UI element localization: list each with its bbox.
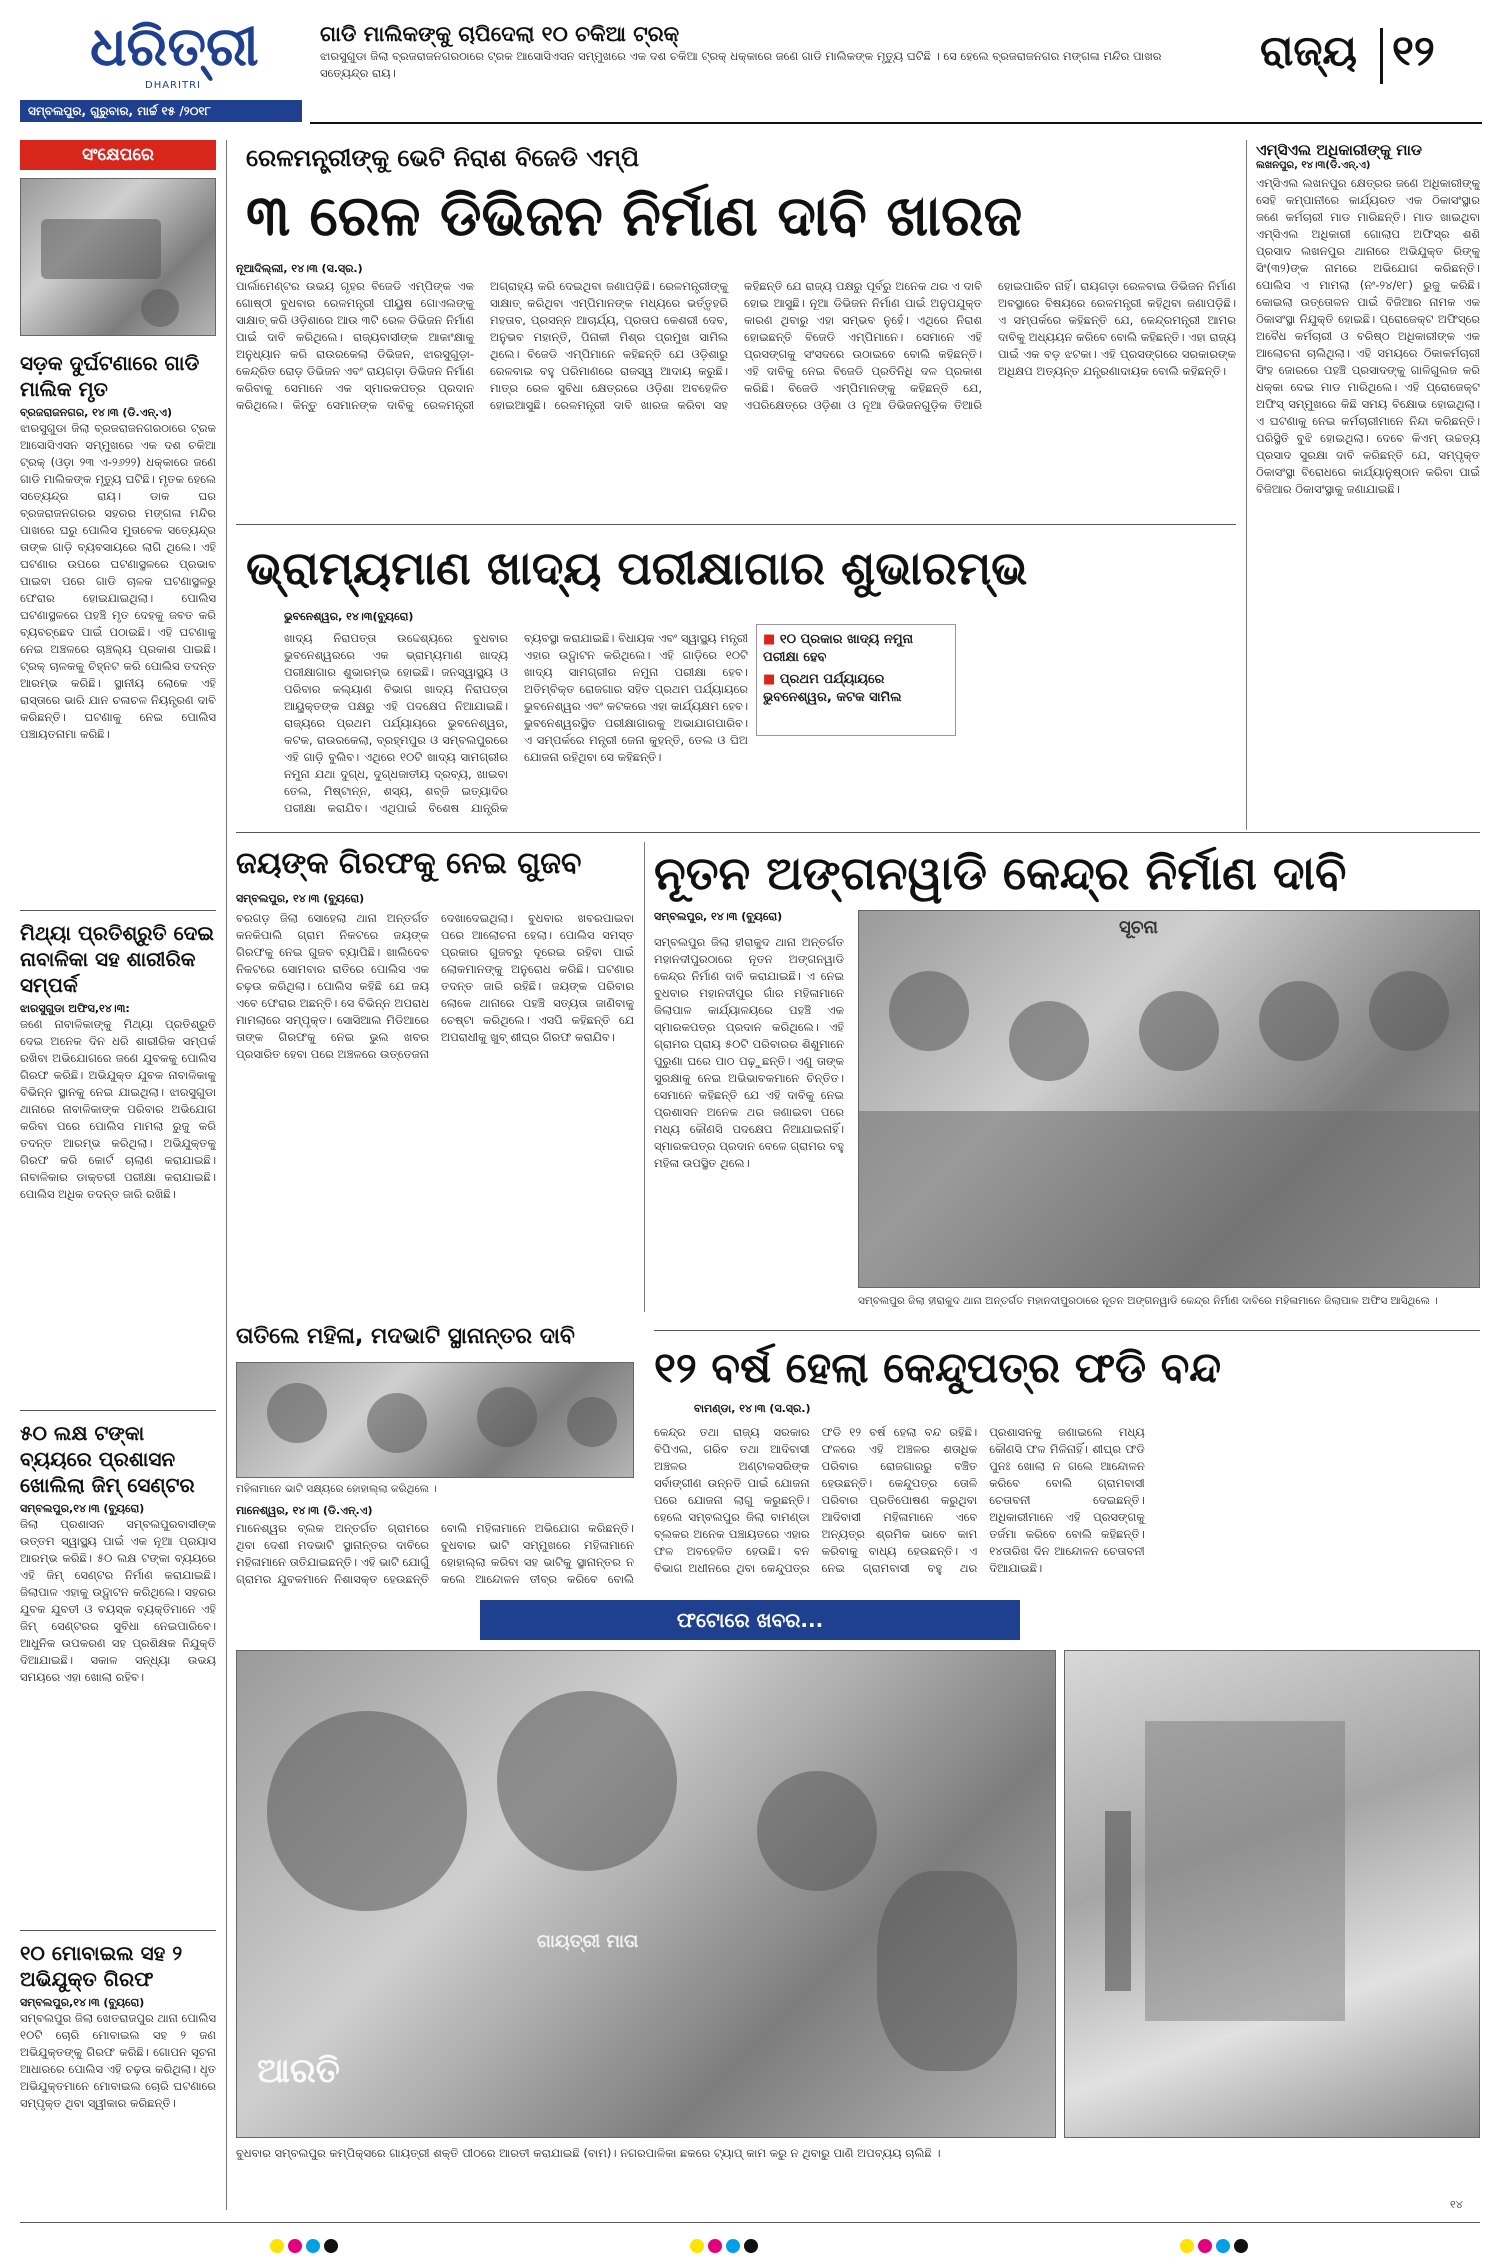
column-divider	[226, 140, 227, 2210]
bullet-icon: ■	[763, 632, 780, 647]
brief-divider	[20, 1410, 216, 1411]
briefs-column	[20, 140, 216, 2210]
right-story	[1256, 140, 1480, 830]
logo-sub: DHARITRI	[145, 80, 201, 91]
food-lab-story	[236, 532, 1236, 827]
section-rule	[236, 524, 1236, 525]
kendu-story	[654, 1338, 1480, 1588]
notice-sign: ସୂଚନା	[1119, 917, 1159, 938]
aarti-photo	[236, 1650, 1056, 2138]
lead-kicker: ରେଳମନ୍ତ୍ରୀଙ୍କୁ ଭେଟି ନିରାଶ ବିଜେଡି ଏମ୍‌ପି	[246, 144, 640, 172]
food-lab-box-item: ■ ୧୦ ପ୍ରକାର ଖାଦ୍ୟ ନମୁନା ପରୀକ୍ଷା ହେବ	[763, 632, 914, 665]
masthead	[20, 14, 1482, 126]
lead-body: ପାର୍ଲାମେଣ୍ଟର ଉଭୟ ଗୃହର ବିଜେଡି ଏମ୍‌ପିଙ୍କ ଏକ ଗୋଷ୍ଠୀ ବୁଧବାର ରେଳମନ୍ତ୍ରୀ ପୀୟୁଷ ଗୋଏଲଙ୍କୁ ସାକ୍ଷାତ୍ କରି ଓଡ଼ିଶାରେ ଆଉ ୩ଟି ରେଳ ଡିଭିଜନ ନିର୍ମାଣ ପାଇଁ ଦାବି କରିଥିଲେ। ରାଜ୍ୟବାସୀଙ୍କ ଆକାଂକ୍ଷାକୁ ଅନୁଧ୍ୟାନ କରି ରାଉରକେଲା ଡିଭିଜନ, ଝାରସୁଗୁଡ଼ା-କେନ୍ଦ୍ରିତ ରୋଡ଼ ଡିଭିଜନ ଏବଂ ରାୟଗଡ଼ା ଡିଭିଜନ ନିର୍ମାଣ କରିବାକୁ ସେମାନେ ଏକ ସ୍ମାରକପତ୍ର ପ୍ରଦାନ କରିଥିଲେ। କିନ୍ତୁ ସେମାନଙ୍କ ଦାବିକୁ ରେଳମନ୍ତ୍ରୀ ଅଗ୍ରାହ୍ୟ କରି ଦେଇଥିବା ଜଣାପଡ଼ିଛି। ରେଳମନ୍ତ୍ରୀଙ୍କୁ ସାକ୍ଷାତ୍ କରିଥିବା ଏମ୍‌ପିମାନଙ୍କ ମଧ୍ୟରେ ଭର୍ତ୍ତୃହରି ମହତାବ, ପ୍ରସନ୍ନ ଆଚାର୍ଯ୍ୟ, ପ୍ରତାପ କେଶରୀ ଦେବ, ଅନୁଭବ ମହାନ୍ତି, ପିନାକୀ ମିଶ୍ର ପ୍ରମୁଖ ସାମିଲ ଥିଲେ। ବିଜେଡି ଏମ୍‌ପିମାନେ କହିଛନ୍ତି ଯେ ଓଡ଼ିଶାରୁ ରେଳବାଇ ବହୁ ପରିମାଣରେ ରାଜସ୍ୱ ଆଦାୟ କରୁଛି। ମାତ୍ର ରେଳ ସୁବିଧା କ୍ଷେତ୍ରରେ ଓଡ଼ିଶା ଅବହେଳିତ ହୋଇଆସୁଛି। ରେଳମନ୍ତ୍ରୀ ଦାବି ଖାରଜ କରିବା ସହ କହିଛନ୍ତି ଯେ ରାଜ୍ୟ ପକ୍ଷରୁ ପୂର୍ବରୁ ଅନେକ ଥର ଏ ଦାବି ହୋଇ ଆସୁଛି। ନୂଆ ଡିଭିଜନ ନିର୍ମାଣ ପାଇଁ ଅନୁପଯୁକ୍ତ କାରଣ ଥିବାରୁ ଏହା ସମ୍ଭବ ନୁହେଁ। ଏଥିରେ ନିରାଶ ହୋଇଛନ୍ତି ବିଜେଡି ଏମ୍‌ପିମାନେ। ସେମାନେ ଏହି ପ୍ରସଙ୍ଗକୁ ସଂସଦରେ ଉଠାଇବେ ବୋଲି କହିଛନ୍ତି। ଏହି ଦାବିକୁ ନେଇ ବିଜେଡି ପ୍ରତିନିଧି ଦଳ ପ୍ରକାଶ କରିଛି। ବିଜେଡି ଏମ୍‌ପିମାନଙ୍କୁ କହିଛନ୍ତି ଯେ, ଏପରିକ୍ଷେତ୍ରେ ଓଡ଼ିଶା ଓ ନୂଆ ଡିଭିଜନଗୁଡ଼ିକ ତିଆରି ହୋଇପାରିବ ନାହିଁ। ରାୟଗଡ଼ା ରେଳବାଇ ଡିଭିଜନ ନିର୍ମାଣ ଅବସ୍ଥାରେ ବିଷୟରେ ରେଳମନ୍ତ୍ରୀ କହିଥିବା ଜଣାପଡ଼ିଛି। ଏ ସମ୍ପର୍କରେ କହିଛନ୍ତି ଯେ, କେନ୍ଦ୍ରମନ୍ତ୍ରୀ ଆମର ଦାବିକୁ ଅଧ୍ୟୟନ କରିବେ ବୋଲି କହିଛନ୍ତି। ଏହା ରାଜ୍ୟ ପାଇଁ ଏକ ବଡ଼ ଝଟକା। ଏହି ପ୍ରସଙ୍ଗରେ ସରକାରଙ୍କ ଅଧିକ୍ଷପ ଅତ୍ୟନ୍ତ ଯନ୍ତ୍ରଣାଦାୟକ ବୋଲି କହିଛନ୍ତି।	[236, 279, 1236, 412]
section-name: ରାଜ୍ୟ	[1260, 26, 1358, 75]
registration-mark	[744, 2239, 758, 2253]
top-story-blurb: ଝାରସୁଗୁଡା ଜିଲା ବ୍ରଜରାଜନଗରଠାରେ ଟ୍ରକ ଆସୋସିଏସନ ସମ୍ମୁଖରେ ଏକ ଦଶ ଚକିଆ ଟ୍ରକ୍ ଧକ୍କାରେ ଜଣେ ଗାଡି ମାଲିକଙ୍କ ମୃତ୍ୟୁ ଘଟିଛି । ସେ ହେଲେ ବ୍ରଜରାଜନଗର ମଙ୍ଗଳା ମନ୍ଦିର ପାଖର ସତ୍ୟେନ୍ଦ୍ର ରାୟ।	[320, 49, 1162, 80]
right-story-dateline: ଲଖନପୁର, ୧୪।୩(ଡି.ଏନ୍.ଏ)	[1256, 160, 1371, 171]
food-lab-dateline: ଭୁବନେଶ୍ୱର, ୧୪।୩(ବ୍ୟୁରୋ)	[284, 610, 414, 623]
tatile-dateline: ମାନେଶ୍ୱର, ୧୪।୩ (ଡି.ଏନ୍.ଏ)	[236, 1504, 373, 1517]
water-tap-photo	[1064, 1650, 1480, 2138]
registration-mark	[1216, 2239, 1230, 2253]
section-rule	[654, 1330, 1480, 1331]
jayank-headline: ଜୟଙ୍କ ଗିରଫକୁ ନେଇ ଗୁଜବ	[236, 846, 582, 881]
anganwadi-dateline: ସମ୍ବଲପୁର, ୧୪।୩ (ବ୍ୟୁରୋ)	[654, 910, 783, 923]
column-divider	[644, 842, 645, 1312]
registration-mark	[1234, 2239, 1248, 2253]
column-divider	[1246, 140, 1247, 830]
bullet-icon: ■	[763, 672, 780, 687]
right-story-body: ଏମ୍‌ସିଏଲ ଲଖନପୁର କ୍ଷେତ୍ରର ଜଣେ ଅଧିକାରୀଙ୍କୁ ସେହି କମ୍ପାନୀରେ କାର୍ଯ୍ୟରତ ଏକ ଠିକାସଂସ୍ଥାର ଜଣେ କର୍ମଚାରୀ ମାଡ ମାରିଛନ୍ତି। ମାଡ ଖାଇଥିବା ଏମ୍‌ସିଏଲ ଅଧିକାରୀ ଗୋଲାପ ଅଫିସ୍‌ର ଶଶି ପ୍ରସାଦ ଲଖନପୁର ଥାନାରେ ଅଭିଯୁକ୍ତ ରିଙ୍କୁ ସିଂ(୩୨)ଙ୍କ ନାମରେ ଅଭିଯୋଗ କରିଛନ୍ତି। ପୋଲିସ ଏ ମାମଲା (ନଂ-୨୪/୧୮) ରୁଜୁ କରିଛି। କୋଇଲା ଉତ୍ତୋଳନ ପାଇଁ ବିଜିଆର ନାମକ ଏକ ଠିକାସଂସ୍ଥା ନିଯୁକ୍ତି ହୋଇଛି। ପ୍ରୋଜେକ୍ଟ ଅଫିସ୍‌ରେ ଅବୈଧ କର୍ମଚାରୀ ଓ ବରିଷ୍ଠ ଅଧିକାରୀଙ୍କ ଏକ ଆଲୋଚନା ଚାଲିଥିଲା। ଏହି ସମୟରେ ଠିକାକର୍ମଚାରୀ ସିଂହ ଜୋରରେ ପହଞ୍ଚି ପ୍ରସାଦଙ୍କୁ ଗାଳିଗୁଲଜ କରି ଧକ୍କା ଦେଇ ମାଡ ମାରିଥିଲେ। ଏହି ପ୍ରୋଜେକ୍ଟ ଅଫିସ୍ ସମ୍ମୁଖରେ କିଛି ସମୟ ବିକ୍ଷୋଭ ହୋଇଥିଲା। ଏ ଘଟଣାକୁ ନେଇ କର୍ମଚାରୀମାନେ ନିନ୍ଦା କରିଛନ୍ତି। ପରିସ୍ଥିତି ବୁଝି ହୋଇଥିଲା। ଦେବେ କିଏମ୍ ଉଚ୍ଚତ୍ୟ ପ୍ରସାଦ ସୁରକ୍ଷା ଦାବି କରିଛନ୍ତି ଯେ, ସମ୍ପୃକ୍ତ ଠିକାସଂସ୍ଥା ବିରୋଧରେ କାର୍ଯ୍ୟାନୁଷ୍ଠାନ କରିବା ପାଇଁ ବିଜିଆର ଠିକାସଂସ୍ଥାକୁ ଜଣାଯାଇଛି।	[1256, 176, 1480, 496]
top-story-headline: ଗାଡି ମାଲିକଙ୍କୁ ଚାପିଦେଲା ୧୦ ଚକିଆ ଟ୍ରକ୍	[320, 22, 680, 46]
brief-divider	[20, 1930, 216, 1931]
tatile-body: ମାନେଶ୍ୱର ବ୍ଲକ ଅନ୍ତର୍ଗତ ଗ୍ରାମରେ ଥିବା ଦେଶୀ ମଦଭାଟି ସ୍ଥାନାନ୍ତର ଦାବିରେ ମହିଳାମାନେ ତାତିଯାଇଛନ୍ତି। ଏହି ଭାଟି ଯୋଗୁଁ ଗ୍ରାମର ଯୁବକମାନେ ନିଶାସକ୍ତ ହେଉଛନ୍ତି ବୋଲି ମହିଳାମାନେ ଅଭିଯୋଗ କରିଛନ୍ତି। ବୁଧବାର ଭାଟି ସମ୍ମୁଖରେ ମହିଳାମାନେ ହୋହାଲ୍ଲା କରିବା ସହ ଭାଟିକୁ ସ୍ଥାନାନ୍ତର ନ କଲେ ଆନ୍ଦୋଳନ ତୀବ୍ର କରିବେ ବୋଲି	[236, 1521, 634, 1586]
photo-news-caption: ବୁଧବାର ସମ୍ବଲପୁର କମ୍ପିକ୍ସରେ ଗାୟତ୍ରୀ ଶକ୍ତି ପୀଠରେ ଆରତୀ କରାଯାଇଛି (ବାମ)। ନଗରପାଳିକା ଛକରେ ଟ୍ୟାପ୍ କାମ କରୁ ନ ଥିବାରୁ ପାଣି ଅପବ୍ୟୟ ଚାଲିଛି ।	[236, 2146, 941, 2160]
photo-news-label: ଫଟୋରେ ଖବର...	[480, 1600, 1020, 1640]
section-divider	[1380, 28, 1383, 84]
food-lab-box-item: ■ ପ୍ରଥମ ପର୍ଯ୍ୟାୟରେ ଭୁବନେଶ୍ୱର, କଟକ ସାମିଲ	[763, 672, 902, 705]
brief-item	[20, 1420, 216, 1920]
page-code: ୧୪	[1450, 2198, 1463, 2211]
registration-mark	[726, 2239, 740, 2253]
registration-marks	[0, 2236, 1500, 2256]
registration-mark	[270, 2239, 284, 2253]
kendu-dateline: ବାମଣ୍ଡା, ୧୪।୩ (ସ.ସ୍ର.)	[694, 1402, 811, 1415]
anganwadi-body: ସମ୍ବଲପୁର ଜିଲା ହୀରାକୁଦ ଥାନା ଅନ୍ତର୍ଗତ ମହାନଦୀପୁରଠାରେ ନୂତନ ଅଙ୍ଗନୱାଡି କେନ୍ଦ୍ର ନିର୍ମାଣ ଦାବି କରାଯାଇଛି। ଏ ନେଇ ବୁଧବାର ମହାନଦୀପୁର ଗାଁର ମହିଳାମାନେ ଜିଲାପାଳ କାର୍ଯ୍ୟାଳୟରେ ପହଞ୍ଚି ଏକ ସ୍ମାରକପତ୍ର ପ୍ରଦାନ କରିଥିଲେ। ଏହି ଗ୍ରାମର ପ୍ରାୟ ୫୦ଟି ପରିବାରର ଶିଶୁମାନେ ପୁରୁଣା ଘରେ ପାଠ ପଢ଼ୁଛନ୍ତି। ଏଣୁ ତାଙ୍କ ସୁରକ୍ଷାକୁ ନେଇ ଅଭିଭାବକମାନେ ଚିନ୍ତିତ। ସେମାନେ କହିଛନ୍ତି ଯେ ଏହି ଦାବିକୁ ନେଇ ପ୍ରଶାସନ ଅନେକ ଥର ଜଣାଇବା ପରେ ମଧ୍ୟ କୌଣସି ପଦକ୍ଷେପ ନିଆଯାଇନାହିଁ। ସ୍ମାରକପତ୍ର ପ୍ରଦାନ ବେଳେ ଗ୍ରାମର ବହୁ ମହିଳା ଉପସ୍ଥିତ ଥିଲେ।	[654, 935, 844, 1170]
registration-mark	[288, 2239, 302, 2253]
lead-dateline: ନୂଆଦିଲ୍ଲୀ, ୧୪।୩ (ସ.ସ୍ର.)	[236, 262, 363, 275]
brief-title: ମିଥ୍ୟା ପ୍ରତିଶ୍ରୁତି ଦେଇ ନାବାଳିକା ସହ ଶାରୀରିକ ସମ୍ପର୍କ	[20, 921, 215, 997]
brief-dateline: ବ୍ରଜରାଜନଗର, ୧୪।୩ (ଡି.ଏନ୍.ଏ)	[20, 406, 172, 419]
registration-mark	[306, 2239, 320, 2253]
registration-mark	[1198, 2239, 1212, 2253]
brief-title: ୧୦ ମୋବାଇଲ ସହ ୨ ଅଭିଯୁକ୍ତ ଗିରଫ	[20, 1941, 183, 1991]
brief-item	[20, 920, 216, 1400]
kendu-body: କେନ୍ଦ୍ର ତଥା ରାଜ୍ୟ ସରକାର ବିପିଏଲ, ଗରିବ ତଥା ଆଦିବାସୀ ଅଞ୍ଚଳର ଅଣ୍ଟାଳସରିଙ୍କ ସର୍ବାଙ୍ଗୀଣ ଉନ୍ନତି ପାଇଁ ଯୋଜନା ପରେ ଯୋଜନା ଲାଗୁ କରୁଛନ୍ତି। ହେଲେ ସମ୍ବଲପୁର ଜିଲା ବାମଣ୍ଡା ବ୍ଲକର ଅନେକ ପଞ୍ଚାୟତରେ ଏହାର ଫଳ ଅବହେଳିତ ହେଉଛି। ବନ ବିଭାଗ ଅଧୀନରେ ଥିବା କେନ୍ଦୁପତ୍ର ଫଡି ୧୨ ବର୍ଷ ହେଲା ବନ୍ଦ ରହିଛି। ଫଳରେ ଏହି ଅଞ୍ଚଳର ଶତାଧିକ ପରିବାର ରୋଜଗାରରୁ ବଞ୍ଚିତ ହେଉଛନ୍ତି। କେନ୍ଦୁପତ୍ର ତୋଳି ପରିବାର ପ୍ରତିପୋଷଣ କରୁଥିବା ଆଦିବାସୀ ମହିଳାମାନେ ଏବେ ଅନ୍ୟତ୍ର ଶ୍ରମିକ ଭାବେ କାମ କରିବାକୁ ବାଧ୍ୟ ହେଉଛନ୍ତି। ଏ ନେଇ ଗ୍ରାମବାସୀ ବହୁ ଥର ପ୍ରଶାସନକୁ ଜଣାଇଲେ ମଧ୍ୟ କୌଣସି ଫଳ ମିଳିନାହିଁ। ଶୀଘ୍ର ଫଡି ପୁନଃ ଖୋଲା ନ ଗଲେ ଆନ୍ଦୋଳନ କରିବେ ବୋଲି ଗ୍ରାମବାସୀ ଚେତାବନୀ ଦେଇଛନ୍ତି। ଅଧିକାରୀମାନେ ଏହି ପ୍ରସଙ୍ଗକୁ ତର୍ଜମା କରିବେ ବୋଲି କହିଛନ୍ତି। ୧୪ତାରିଖ ଦିନ ଆନ୍ଦୋଳନ ଚେତାବନୀ ଦିଆଯାଇଛି।	[654, 1425, 1145, 1575]
anganwadi-headline: ନୂତନ ଅଙ୍ଗନୱାଡି କେନ୍ଦ୍ର ନିର୍ମାଣ ଦାବି	[654, 846, 1347, 900]
section-rule	[236, 832, 1480, 833]
aarti-photo-text2: ଆରତି	[257, 2051, 340, 2091]
lead-story	[236, 140, 1236, 520]
top-story	[320, 20, 1200, 100]
brief-item	[20, 1940, 216, 2210]
anganwadi-photo	[858, 910, 1480, 1288]
brief-divider	[20, 910, 216, 911]
right-story-headline: ଏମ୍‌ସିଏଲ ଅଧିକାରୀଙ୍କୁ ମାଡ	[1256, 141, 1422, 159]
masthead-logo	[20, 14, 280, 98]
section-block	[1220, 18, 1482, 102]
page-number: ୧୨	[1392, 26, 1435, 75]
brief-title: ସଡ଼କ ଦୁର୍ଘଟଣାରେ ଗାଡି ମାଲିକ ମୃତ	[20, 351, 200, 401]
kendu-headline: ୧୨ ବର୍ଷ ହେଲା କେନ୍ଦୁପତ୍ର ଫଡି ବନ୍ଦ	[654, 1343, 1222, 1392]
brief-dateline: ସମ୍ବଲପୁର,୧୪।୩ (ବ୍ୟୁରୋ)	[20, 1996, 145, 2009]
aarti-photo-text: ଗାୟତ୍ରୀ ମାତା	[537, 1931, 639, 1952]
anganwadi-story	[654, 842, 1480, 1322]
brief-dateline: ଝାରସୁଗୁଡା ଅଫିସ,୧୪।୩:	[20, 1002, 130, 1015]
registration-mark	[690, 2239, 704, 2253]
brief-body: ସମ୍ବଲପୁର ଜିଲା ଖେତରାଜପୁର ଥାନା ପୋଲିସ ୧୦ଟି ଚୋରି ମୋବାଇଲ ସହ ୨ ଜଣ ଅଭିଯୁକ୍ତଙ୍କୁ ଗିରଫ କରିଛି। ଗୋପନ ସୂଚନା ଆଧାରରେ ପୋଲିସ ଏହି ଚଢ଼ଉ କରିଥିଲା। ଧୃତ ଅଭିଯୁକ୍ତମାନେ ମୋବାଇଲ ଚୋରି ଘଟଣାରେ ସମ୍ପୃକ୍ତ ଥିବା ସ୍ୱୀକାର କରିଛନ୍ତି।	[20, 2011, 216, 2110]
footer-rule	[20, 2222, 1480, 2223]
masthead-dateline: ସମ୍ବଲପୁର, ଗୁରୁବାର, ମାର୍ଚ୍ଚ ୧୫ /୨୦୧୮	[20, 100, 302, 122]
tatile-story	[236, 1320, 634, 1590]
registration-mark	[1180, 2239, 1194, 2253]
tatile-headline: ତାତିଲେ ମହିଳା, ମଦଭାଟି ସ୍ଥାନାନ୍ତର ଦାବି	[236, 1324, 575, 1349]
jayank-dateline: ସମ୍ବଲପୁର, ୧୪।୩ (ବ୍ୟୁରୋ)	[236, 892, 365, 905]
jayank-body: ବରଗଡ଼ ଜିଲା ସୋହେଲା ଥାନା ଅନ୍ତର୍ଗତ କନକିପାଲି ଗ୍ରାମ ନିକଟରେ ଜୟଙ୍କ ଗିରଫକୁ ନେଇ ଗୁଜବ ବ୍ୟାପିଛି। ଖାଲିଦେବ ନିକଟରେ ସୋମବାର ରାତିରେ ପୋଲିସ ଏକ ଚଢ଼ଉ କରିଥିଲା। ପୋଲିସ କହିଛି ଯେ ଜୟ ଏବେ ଫେରାର ଅଛନ୍ତି। ସେ ବିଭିନ୍ନ ଅପରାଧ ମାମଲାରେ ସମ୍ପୃକ୍ତ। ସୋସିଆଲ ମିଡିଆରେ ତାଙ୍କ ଗିରଫକୁ ନେଇ ଭୁଲ ଖବର ପ୍ରସାରିତ ହେବା ପରେ ଅଞ୍ଚଳରେ ଉତ୍ତେଜନା ଦେଖାଦେଇଥିଲା। ବୁଧବାର ଖବରପାଇବା ପରେ ଆଲୋଚନା ହେଲା। ପୋଲିସ ସମସ୍ତ ପ୍ରକାର ଗୁଜବରୁ ଦୂରେଇ ରହିବା ପାଇଁ ଲୋକମାନଙ୍କୁ ଅନୁରୋଧ କରିଛି। ଘଟଣାର ତଦନ୍ତ ଜାରି ରହିଛି। ଜୟଙ୍କ ପରିବାର ଲୋକେ ଥାନାରେ ପହଞ୍ଚି ସତ୍ୟତା ଜାଣିବାକୁ ଚେଷ୍ଟା କରିଥିଲେ। ଏସପି କହିଛନ୍ତି ଯେ ଅପରାଧୀକୁ ଖୁବ୍ ଶୀଘ୍ର ଗିରଫ କରାଯିବ।	[236, 911, 634, 1061]
lead-headline: ୩ ରେଳ ଡିଭିଜନ ନିର୍ମାଣ ଦାବି ଖାରଜ	[246, 184, 1023, 249]
food-lab-body: ଖାଦ୍ୟ ନିରାପତ୍ତା ଉଦ୍ଦେଶ୍ୟରେ ବୁଧବାର ଭୁବନେଶ୍ୱରରେ ଏକ ଭ୍ରାମ୍ୟମାଣ ଖାଦ୍ୟ ପରୀକ୍ଷାଗାର ଶୁଭାରମ୍ଭ ହୋଇଛି। ଜନସ୍ୱାସ୍ଥ୍ୟ ଓ ପରିବାର କଲ୍ୟାଣ ବିଭାଗ ଖାଦ୍ୟ ନିରାପତ୍ତା ଆୟୁକ୍ତଙ୍କ ପକ୍ଷରୁ ଏହି ପଦକ୍ଷେପ ନିଆଯାଇଛି। ରାଜ୍ୟରେ ପ୍ରଥମ ପର୍ଯ୍ୟାୟରେ ଭୁବନେଶ୍ୱର, କଟକ, ରାଉରକେଲା, ବ୍ରହ୍ମପୁର ଓ ସମ୍ବଲପୁରରେ ଏହି ଗାଡ଼ି ବୁଲିବ। ଏଥିରେ ୧୦ଟି ଖାଦ୍ୟ ସାମଗ୍ରୀର ନମୁନା ଯଥା ଦୁଗ୍ଧ, ଦୁଗ୍ଧଜାତୀୟ ଦ୍ରବ୍ୟ, ଖାଇବା ତେଲ, ମିଷ୍ଟାନ୍ନ, ଶସ୍ୟ, ଶବ୍ଜି ଇତ୍ୟାଦିର ପରୀକ୍ଷା କରାଯିବ। ଏଥିପାଇଁ ବିଶେଷ ଯାନ୍ତ୍ରିକ ବ୍ୟବସ୍ଥା କରାଯାଇଛି। ବିଧାୟକ ଏବଂ ସ୍ୱାସ୍ଥ୍ୟ ମନ୍ତ୍ରୀ ଏହାର ଉଦ୍ଘାଟନ କରିଥିଲେ। ଏହି ଗାଡ଼ିରେ ୧୦ଟି ଖାଦ୍ୟ ସାମଗ୍ରୀର ନମୁନା ପରୀକ୍ଷା ହେବ। ଅତିମ୍ବିକ୍ତ ରୋଜଗାର ସହିତ ପ୍ରଥମ ପର୍ଯ୍ୟାୟରେ ଭୁବନେଶ୍ୱର ଏବଂ କଟକରେ ଏହା କାର୍ଯ୍ୟକ୍ଷମ ହେବ। ଭୁବନେଶ୍ୱରସ୍ଥିତ ପରୀକ୍ଷାଗାରକୁ ଅଭାଯାଗପାରିବ। ଏ ସମ୍ପର୍କରେ ମନ୍ତ୍ରୀ ଜେନା କୁହନ୍ତି, ତେଲ ଓ ଘିଅ ଯୋଜନା ରହିଥିବା ସେ କହିଛନ୍ତି।	[284, 631, 748, 815]
truck-photo	[20, 178, 216, 336]
masthead-rule	[310, 122, 1482, 124]
tatile-caption: ମହିଳାମାନେ ଭାଟି ସକ୍ଷ୍ୟରେ ହୋହାଲ୍ଲା କରିଥିଲେ ।	[236, 1483, 437, 1495]
food-lab-headline: ଭ୍ରାମ୍ୟମାଣ ଖାଦ୍ୟ ପରୀକ୍ଷାଗାର ଶୁଭାରମ୍ଭ	[246, 541, 1028, 595]
jayank-story	[236, 842, 634, 1312]
brief-body: ଜଣେ ନାବାଳିକାଙ୍କୁ ମିଥ୍ୟା ପ୍ରତିଶ୍ରୁତି ଦେଇ ଅନେକ ଦିନ ଧରି ଶାରୀରିକ ସମ୍ପର୍କ ରଖିବା ଅଭିଯୋଗରେ ଜଣେ ଯୁବକକୁ ପୋଲିସ ଗିରଫ କରିଛି। ଅଭିଯୁକ୍ତ ଯୁବକ ନାବାଳିକାକୁ ବିଭିନ୍ନ ସ୍ଥାନକୁ ନେଇ ଯାଇଥିଲା। ଝାରସୁଗୁଡା ଥାନାରେ ନାବାଳିକାଙ୍କ ପରିବାର ଅଭିଯୋଗ କରିବା ପରେ ପୋଲିସ ମାମଲା ରୁଜୁ କରି ତଦନ୍ତ ଆରମ୍ଭ କରିଥିଲା। ଅଭିଯୁକ୍ତକୁ ଗିରଫ କରି କୋର୍ଟ ଚାଲାଣ କରାଯାଇଛି। ନାବାଳିକାର ଡାକ୍ତରୀ ପରୀକ୍ଷା କରାଯାଇଛି। ପୋଲିସ ଅଧିକ ତଦନ୍ତ ଜାରି ରଖିଛି।	[20, 1017, 216, 1201]
registration-mark	[708, 2239, 722, 2253]
logo-text: ଧରିତ୍ରୀ	[90, 14, 259, 78]
tatile-photo	[236, 1362, 634, 1478]
registration-mark	[324, 2239, 338, 2253]
anganwadi-caption: ସମ୍ବଲପୁର ଜିଲା ହୀରାକୁଦ ଥାନା ଅନ୍ତର୍ଗତ ମହାନଦୀପୁରଠାରେ ନୂତନ ଅଙ୍ଗନୱାଡି କେନ୍ଦ୍ର ନିର୍ମାଣ ଦାବିରେ ମହିଳାମାନେ ଜିଲାପାଳ ଅଫିସ ଆସିଥିଲେ ।	[858, 1295, 1438, 1307]
brief-body: ଜିଲା ପ୍ରଶାସନ ସମ୍ବଲପୁରବାସୀଙ୍କ ଉତ୍ତମ ସ୍ୱାସ୍ଥ୍ୟ ପାଇଁ ଏକ ନୂଆ ପ୍ରୟାସ ଆରମ୍ଭ କରିଛି। ୫୦ ଲକ୍ଷ ଟଙ୍କା ବ୍ୟୟରେ ଏହି ଜିମ୍ ସେଣ୍ଟର ନିର୍ମାଣ କରାଯାଇଛି। ଜିଲାପାଳ ଏହାକୁ ଉଦ୍ଘାଟନ କରିଥିଲେ। ସହରର ଯୁବକ ଯୁବତୀ ଓ ବୟସ୍କ ବ୍ୟକ୍ତିମାନେ ଏହି ଜିମ୍ ସେଣ୍ଟରର ସୁବିଧା ନେଇପାରିବେ। ଆଧୁନିକ ଉପକରଣ ସହ ପ୍ରଶିକ୍ଷକ ନିଯୁକ୍ତି ଦିଆଯାଇଛି। ସକାଳ ସନ୍ଧ୍ୟା ଉଭୟ ସମୟରେ ଏହା ଖୋଲା ରହିବ।	[20, 1517, 216, 1684]
briefs-label: ସଂକ୍ଷେପରେ	[20, 140, 216, 170]
food-lab-box	[756, 624, 956, 736]
brief-title: ୫୦ ଲକ୍ଷ ଟଙ୍କା ବ୍ୟୟରେ ପ୍ରଶାସନ ଖୋଲିଲା ଜିମ୍ ସେଣ୍ଟର	[20, 1421, 195, 1497]
brief-body: ଝାରସୁଗୁଡା ଜିଲା ବ୍ରଜରାଜନଗରଠାରେ ଟ୍ରକ ଆସୋସିଏସନ ସମ୍ମୁଖରେ ଏକ ଦଶ ଚକିଆ ଟ୍ରକ୍ (ଓଡ଼ା ୨୩ ଏ-୨୬୨୨) ଧକ୍କାରେ ଜଣେ ଗାଡି ମାଲିକଙ୍କ ମୃତ୍ୟୁ ଘଟିଛି। ମୃତକ ହେଲେ ସତ୍ୟେନ୍ଦ୍ର ରାୟ। ଡାକ ଘର ବ୍ରଜରାଜନଗରର ସହରର ମଙ୍ଗଳା ମନ୍ଦିର ପାଖରେ ଘରୁ ପୋଲିସ ମୁତାବେକ ସତ୍ୟେନ୍ଦ୍ର ତାଙ୍କ ଗାଡ଼ି ବ୍ୟବସାୟରେ ଲାଗି ଥିଲେ। ଏହି ଘଟଣାର ଉପରେ ଘଟଣାସ୍ଥଳରେ ପ୍ରଭାବ ପାଇବା ପରେ ଗାଡି ଚାଳକ ଘଟଣାସ୍ଥଳରୁ ଫେରାର ହୋଇଯାଇଥିଲା। ପୋଲିସ ଘଟଣାସ୍ଥଳରେ ପହଞ୍ଚି ମୃତ ଦେହକୁ ଜବତ କରି ବ୍ୟବଚ୍ଛେଦ ପାଇଁ ପଠାଇଛି। ଏହି ଘଟଣାକୁ ନେଇ ଅଞ୍ଚଳରେ ଚାଞ୍ଚଲ୍ୟ ପ୍ରକାଶ ପାଇଛି। ଟ୍ରକ୍ ଚାଳକକୁ ଚିହ୍ନଟ କରି ପୋଲିସ ତଦନ୍ତ ଆରମ୍ଭ କରିଛି। ସ୍ଥାନୀୟ ଲୋକେ ଏହି ରାସ୍ତାରେ ଭାରି ଯାନ ଚଳାଚଳ ନିୟନ୍ତ୍ରଣ ଦାବି କରିଛନ୍ତି। ଘଟଣାକୁ ନେଇ ପୋଲିସ ପଞ୍ଚାୟତନାମା କରିଛି।	[20, 421, 216, 741]
brief-item	[20, 350, 216, 900]
brief-dateline: ସମ୍ବଲପୁର,୧୪।୩ (ବ୍ୟୁରୋ)	[20, 1502, 145, 1515]
